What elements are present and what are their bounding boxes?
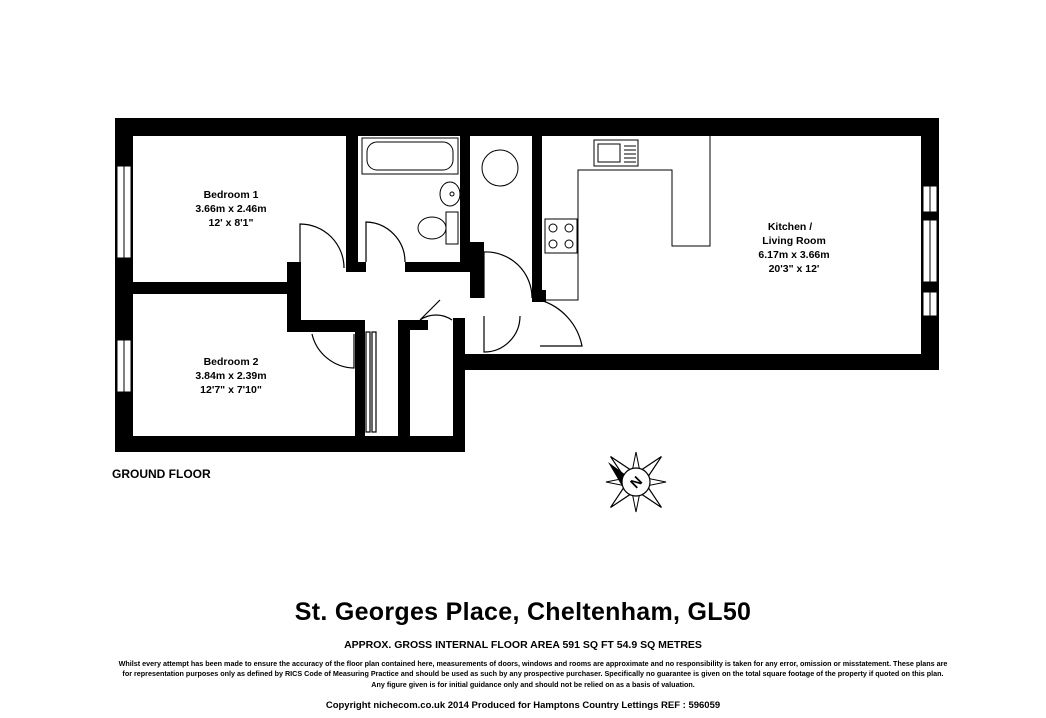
bedroom1-imperial: 12' x 8'1" <box>208 217 254 229</box>
compass-icon <box>585 431 687 533</box>
sink-icon <box>594 140 638 166</box>
floor-label: GROUND FLOOR <box>112 467 211 481</box>
floor-area: APPROX. GROSS INTERNAL FLOOR AREA 591 SQ FT 54.9 SQ METRES <box>344 639 702 651</box>
room-label-bedroom-2 <box>195 356 266 396</box>
toilet-icon <box>418 212 458 244</box>
property-title: St. Georges Place, Cheltenham, GL50 <box>294 598 752 626</box>
kitchen-metric: 6.17m x 3.66m <box>758 249 830 261</box>
basin-icon <box>440 182 460 206</box>
compass-letter: N <box>626 472 646 492</box>
bedroom2-name: Bedroom 2 <box>203 356 259 368</box>
boiler-icon <box>482 150 518 186</box>
bedroom1-name: Bedroom 1 <box>203 189 259 201</box>
bath-icon <box>362 138 458 174</box>
kitchen-name-line1: Kitchen / <box>767 221 813 233</box>
kitchen-worktop <box>542 136 710 300</box>
room-label-bedroom-1 <box>195 189 266 229</box>
bedroom2-imperial: 12'7" x 7'10" <box>200 384 262 396</box>
walls <box>115 118 939 452</box>
drainer-lines <box>624 146 636 162</box>
hob-icon <box>545 219 577 253</box>
disclaimer: Whilst every attempt has been made to ensure the accuracy of the floor plan contained here, measurements of doors, windows and rooms are approximate and no responsibility is taken for any error, omission or misstatement. These plans are for representation purposes only as defined by RICS Code of Measuring Practice and should be used as such by any prospective purchaser. Specifically no guarantee is given on the total square footage of the property if quoted on this plan. Any figure given is for initial guidance only and should not be relied on as a basis of valuation. <box>118 659 948 689</box>
bedroom2-metric: 3.84m x 2.39m <box>195 370 267 382</box>
bedroom1-metric: 3.66m x 2.46m <box>195 203 267 215</box>
kitchen-name-line2: Living Room <box>762 235 826 247</box>
kitchen-imperial: 20'3" x 12' <box>768 263 820 275</box>
room-label-kitchen <box>758 221 829 275</box>
footer-credits: Copyright nichecom.co.uk 2014 Produced for Hamptons Country Lettings REF : 596059 <box>325 700 721 711</box>
